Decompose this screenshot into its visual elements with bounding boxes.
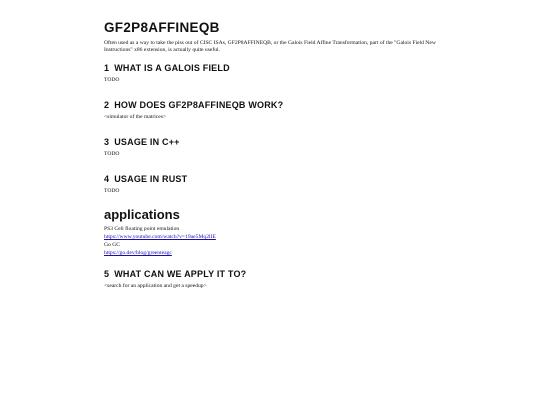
section-number: 2 bbox=[104, 100, 110, 110]
section-title: WHAT CAN WE APPLY IT TO? bbox=[114, 269, 247, 279]
application-link[interactable]: https://www.youtube.com/watch?v=19ae5Mq2lIE bbox=[104, 234, 216, 240]
section-body: TODO bbox=[104, 151, 120, 157]
section-number: 5 bbox=[104, 269, 110, 279]
section-what-is-galois-field bbox=[104, 63, 444, 84]
section-number: 3 bbox=[104, 137, 110, 147]
application-label: Go GC bbox=[104, 242, 121, 248]
application-label: PS3 Cell floating point emulation bbox=[104, 226, 180, 232]
applications-heading: applications bbox=[104, 207, 180, 222]
section-body: <simulator of the matrices> bbox=[104, 114, 167, 120]
section-usage-cpp bbox=[104, 137, 444, 158]
section-title: HOW DOES GF2P8AFFINEQB WORK? bbox=[114, 100, 284, 110]
section-heading bbox=[104, 269, 444, 280]
section-heading bbox=[104, 63, 444, 74]
section-body: <search for an application and get a speedup> bbox=[104, 283, 207, 289]
section-heading bbox=[104, 137, 444, 148]
section-title: USAGE IN C++ bbox=[114, 137, 180, 147]
section-title: WHAT IS A GALOIS FIELD bbox=[114, 63, 230, 73]
section-title: USAGE IN RUST bbox=[114, 174, 188, 184]
page-title: GF2P8AFFINEQB bbox=[104, 20, 220, 35]
section-body: TODO bbox=[104, 77, 120, 83]
section-heading bbox=[104, 174, 444, 185]
applications-section bbox=[104, 207, 444, 257]
section-body: TODO bbox=[104, 188, 120, 194]
section-number: 1 bbox=[104, 63, 110, 73]
section-number: 4 bbox=[104, 174, 110, 184]
application-link[interactable]: https://go.dev/blog/greenteagc bbox=[104, 250, 172, 256]
section-apply-it-to bbox=[104, 269, 444, 290]
intro-paragraph: Often used as a way to take the piss out of CISC ISAs, GF2P8AFFINEQB, or the Galois Field Affine Transformation, part of the "Galois Field New Instructions" x86 extension, is actually quite useful. bbox=[104, 40, 436, 53]
section-how-does-it-work bbox=[104, 100, 444, 121]
section-usage-rust bbox=[104, 174, 444, 195]
document bbox=[104, 20, 444, 306]
section-heading bbox=[104, 100, 444, 111]
